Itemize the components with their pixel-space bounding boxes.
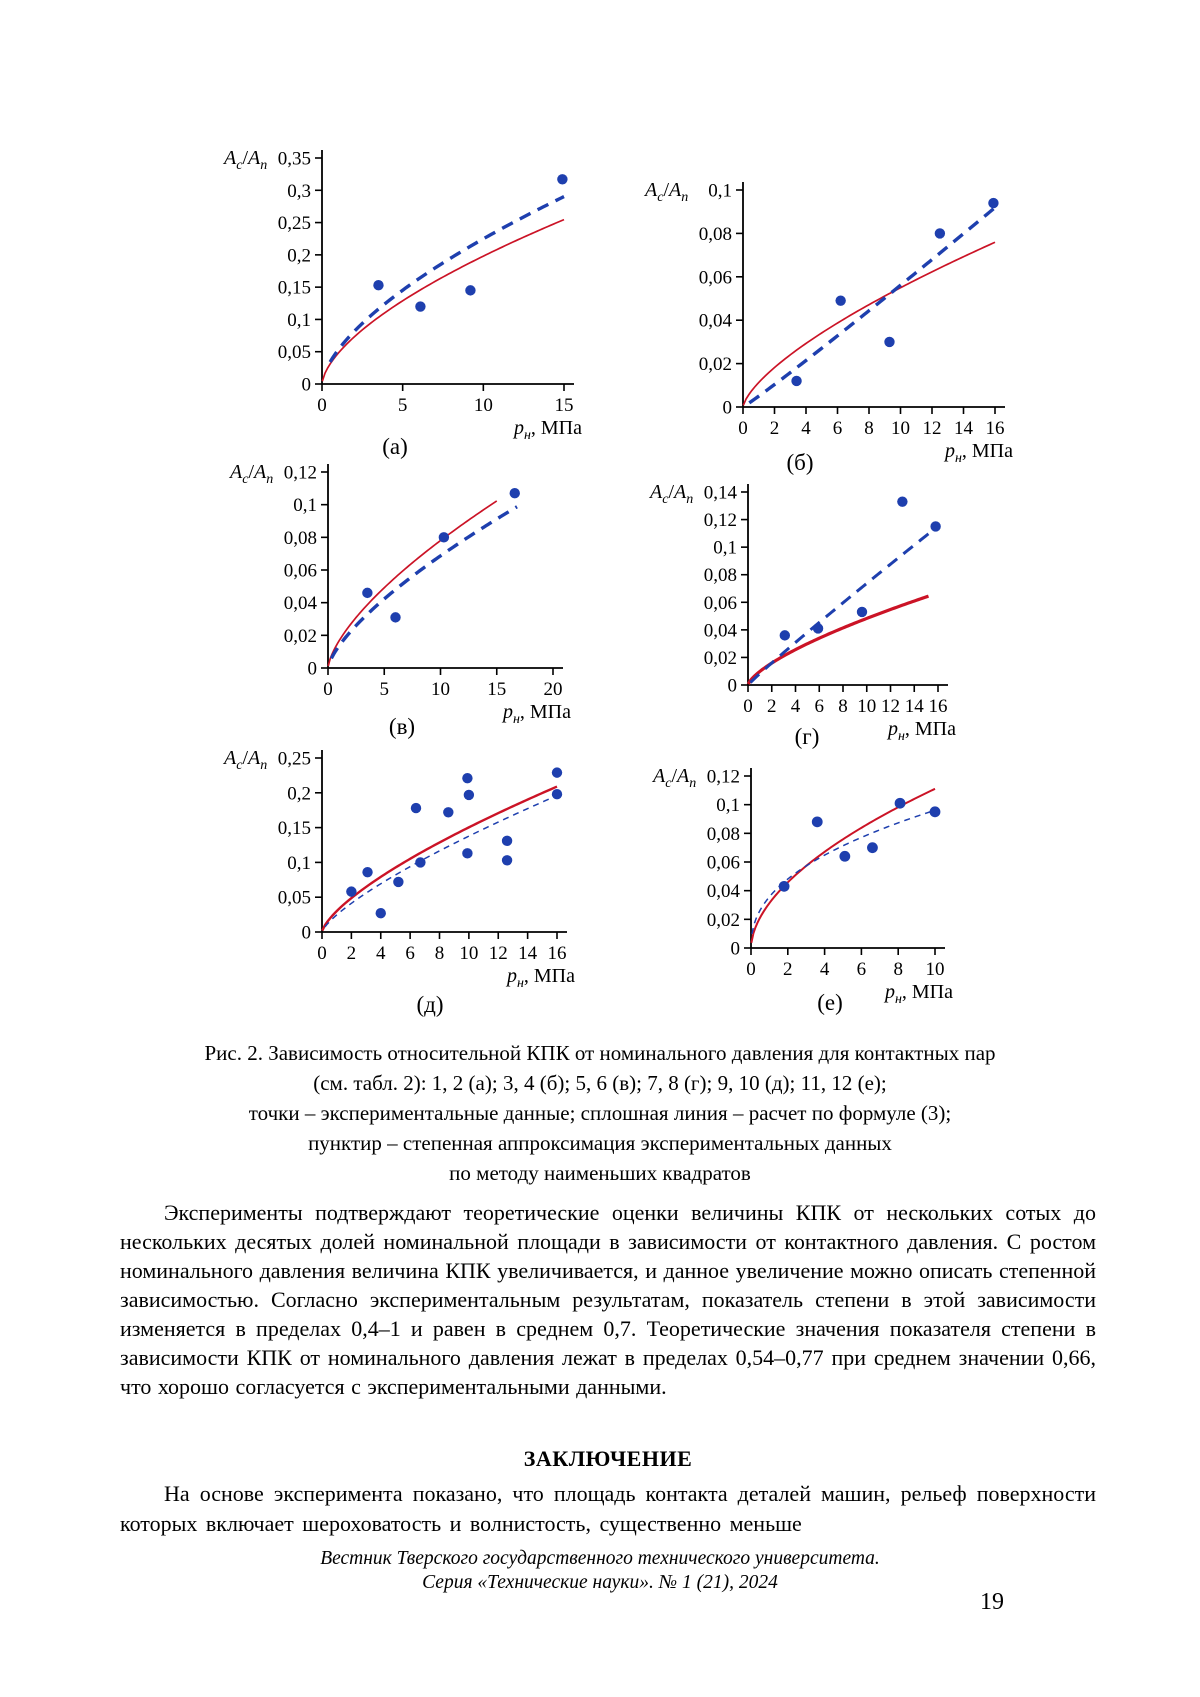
svg-text:0: 0 [722,397,732,419]
svg-text:10: 10 [925,959,945,980]
svg-text:0,25: 0,25 [277,748,311,770]
svg-text:2: 2 [346,943,357,964]
svg-text:12: 12 [881,696,900,717]
figure-caption-line: точки – экспериментальные данные; сплошная линия – расчет по формуле (3); [248,1101,952,1125]
svg-text:12: 12 [488,943,508,964]
svg-text:0: 0 [301,922,311,944]
chart-v [228,456,608,743]
svg-text:16: 16 [928,696,948,717]
svg-text:0,2: 0,2 [287,245,311,267]
svg-text:6: 6 [814,696,824,717]
footer-line: Серия «Технические науки». № 1 (21), 2024 [422,1572,778,1593]
chart-d [222,742,612,1007]
svg-text:0: 0 [317,395,327,416]
svg-text:8: 8 [838,696,848,717]
svg-text:0,08: 0,08 [283,527,317,549]
page-number: 19 [980,1589,1004,1615]
svg-text:0,05: 0,05 [277,887,311,909]
chart-e-plot [651,760,990,1023]
svg-text:0: 0 [746,959,756,980]
figure-caption [80,1038,1120,1188]
svg-text:8: 8 [864,418,874,439]
svg-text:2: 2 [783,959,793,980]
svg-text:0,08: 0,08 [698,223,732,245]
svg-text:0,25: 0,25 [277,213,311,235]
svg-text:0,06: 0,06 [698,267,732,289]
svg-text:15: 15 [487,679,507,700]
chart-d-plot [222,742,612,1007]
conclusion-heading: ЗАКЛЮЧЕНИЕ [523,1446,693,1471]
svg-text:4: 4 [790,696,801,717]
svg-text:0,3: 0,3 [287,180,311,202]
chart-b-letter: (б) [786,450,814,475]
chart-b [643,174,1050,482]
svg-text:pн, МПа: $p_н$, МПа [944,440,1013,466]
svg-text:Ac/An: $A_c/A_n$ [650,481,694,507]
svg-text:10: 10 [857,696,877,717]
svg-text:0,15: 0,15 [277,818,311,840]
svg-text:Ac/An: $A_c/A_n$ [645,179,689,205]
svg-text:0,06: 0,06 [703,592,737,614]
svg-text:0,1: 0,1 [716,795,740,817]
chart-e-letter: (е) [817,990,843,1015]
chart-e [651,760,990,1023]
svg-text:Ac/An: $A_c/A_n$ [224,147,268,173]
svg-text:pн, МПа: $p_н$, МПа [887,718,956,744]
svg-text:0,04: 0,04 [706,881,740,903]
footer-line: Вестник Тверского государственного технического университета. [320,1548,880,1569]
svg-text:12: 12 [922,418,942,439]
svg-text:0,15: 0,15 [277,277,311,299]
svg-text:6: 6 [832,418,843,439]
svg-text:0,1: 0,1 [293,495,317,517]
figure-caption-line: (см. табл. 2): 1, 2 (а); 3, 4 (б); 5, 6 (в); 7, 8 (г); 9, 10 (д); 11, 12 (е); [313,1071,887,1095]
chart-a-letter: (а) [382,434,408,459]
figure-caption-line: по методу наименьших квадратов [449,1161,751,1185]
svg-text:15: 15 [554,395,574,416]
svg-text:10: 10 [473,395,493,416]
svg-text:4: 4 [376,943,386,964]
chart-g [648,476,993,760]
svg-text:0,12: 0,12 [703,510,737,532]
chart-g-plot [648,476,993,760]
svg-text:0: 0 [727,675,737,697]
chart-v-letter: (в) [388,714,416,739]
svg-text:0,04: 0,04 [698,310,732,332]
svg-text:20: 20 [543,679,563,700]
svg-text:0,14: 0,14 [703,482,737,504]
svg-text:10: 10 [459,943,479,964]
figure-caption-line: пунктир – степенная аппроксимация экспериментальных данных [308,1131,892,1155]
svg-text:0: 0 [307,658,317,680]
svg-text:0,1: 0,1 [708,180,732,202]
figure-caption-line: Рис. 2. Зависимость относительной КПК от номинального давления для контактных пар [204,1041,996,1065]
chart-a-plot [222,142,619,459]
svg-text:0: 0 [743,696,753,717]
svg-text:5: 5 [379,679,389,700]
svg-text:0: 0 [738,418,748,439]
svg-text:0,06: 0,06 [283,560,317,582]
chart-d-letter: (д) [416,992,444,1017]
svg-text:0: 0 [730,938,740,960]
svg-text:10: 10 [891,418,910,439]
svg-text:10: 10 [431,679,450,700]
svg-text:Ac/An: $A_c/A_n$ [230,461,274,487]
svg-text:Ac/An: $A_c/A_n$ [653,765,697,791]
svg-text:0,02: 0,02 [706,909,740,931]
svg-text:16: 16 [985,418,1005,439]
svg-text:0,04: 0,04 [703,620,737,642]
chart-b-plot [643,174,1050,482]
svg-text:pн, МПа: $p_н$, МПа [513,417,582,443]
svg-text:8: 8 [434,943,445,964]
svg-text:0: 0 [323,679,333,700]
svg-text:0,08: 0,08 [706,823,740,845]
svg-text:0,02: 0,02 [703,647,737,669]
svg-text:0,12: 0,12 [283,462,317,484]
svg-text:0: 0 [317,943,327,964]
svg-text:2: 2 [767,696,777,717]
svg-text:0,35: 0,35 [277,148,311,170]
conclusion-paragraph: На основе эксперимента показано, что площадь контакта деталей машин, рельеф поверхности которых включает шероховатость и волнистость, существенно меньше [120,1481,1096,1536]
chart-v-plot [228,456,608,743]
svg-text:8: 8 [893,959,903,980]
svg-text:0,1: 0,1 [287,309,311,331]
svg-text:0,08: 0,08 [703,565,737,587]
svg-text:6: 6 [856,959,867,980]
body-paragraph: Эксперименты подтверждают теоретические оценки величины КПК от нескольких сотых до нескольких десятых долей номинальной площади в зависимости от контактного давления. С ростом номинального давления величина КПК увеличивается, и данное увеличение можно описать степенной зависимостью. Согласно экспериментальным результатам, показатель степени в этой зависимости изменяется в пределах 0,4–1 и равен в среднем 0,7. Теоретические значения показателя степени в зависимости КПК от номинального давления лежат в пределах 0,54–0,77 при среднем значении 0,66, что хорошо согласуется с экспериментальными данными. [120,1200,1096,1399]
svg-text:6: 6 [405,943,415,964]
svg-text:0,12: 0,12 [706,766,740,788]
svg-text:4: 4 [801,418,811,439]
svg-text:0: 0 [301,374,311,396]
svg-text:0,02: 0,02 [698,354,732,376]
svg-text:Ac/An: $A_c/A_n$ [224,747,268,773]
svg-text:0,05: 0,05 [277,342,311,364]
svg-text:0,02: 0,02 [283,625,317,647]
svg-text:0,2: 0,2 [287,783,311,805]
svg-text:14: 14 [954,418,973,439]
svg-text:0,1: 0,1 [287,852,311,874]
svg-text:5: 5 [397,395,408,416]
chart-g-letter: (г) [794,724,820,749]
svg-text:0,04: 0,04 [283,593,317,615]
journal-footer [100,1547,1100,1595]
svg-text:14: 14 [904,696,924,717]
svg-text:2: 2 [769,418,780,439]
chart-a [222,142,619,459]
svg-text:0,1: 0,1 [713,537,737,559]
svg-text:4: 4 [819,959,830,980]
svg-text:pн, МПа: $p_н$, МПа [502,701,571,727]
svg-text:pн, МПа: $p_н$, МПа [884,981,953,1007]
svg-text:14: 14 [518,943,538,964]
svg-text:0,06: 0,06 [706,852,740,874]
svg-text:pн, МПа: $p_н$, МПа [506,965,575,991]
svg-text:16: 16 [547,943,567,964]
